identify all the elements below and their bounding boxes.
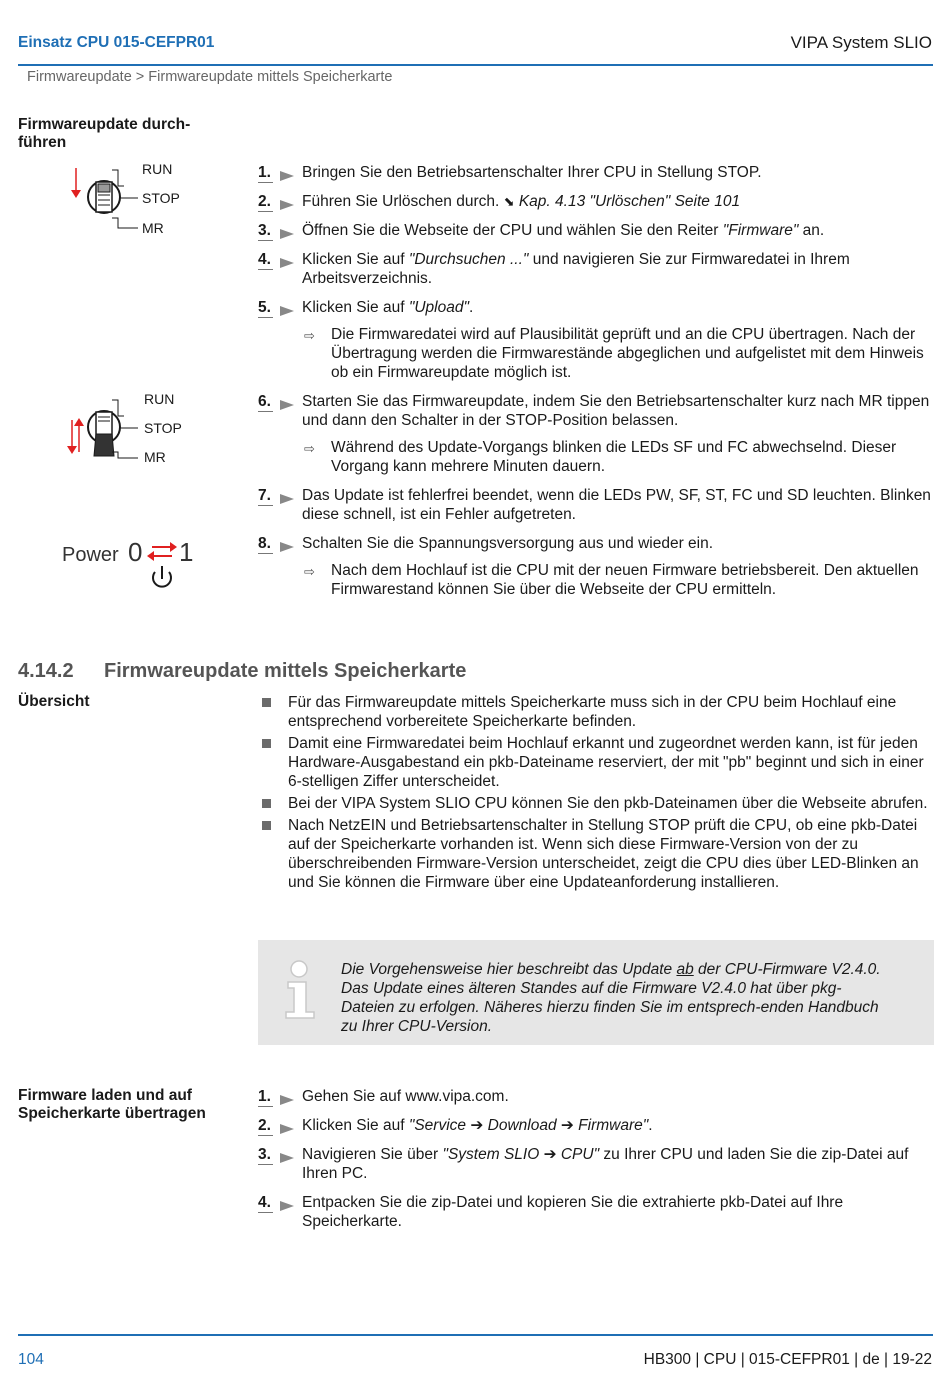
step-text: Führen Sie Urlöschen durch. — [302, 193, 504, 210]
step-item — [258, 1193, 934, 1231]
bullet-text: Damit eine Firmwaredatei beim Hochlauf erkannt und zugeordnet werden kann, ist für jeden Hardware-Ausgabestand ein pkb-Dateiname reserviert, der mit "pb" beginnt und sich in einer 6-stelligen Ziffer unterscheidet. — [288, 735, 924, 790]
step-item — [258, 192, 934, 211]
header-product: VIPA System SLIO — [790, 33, 932, 52]
step-number: 6. — [258, 393, 271, 410]
switch-label-mr: MR — [142, 220, 164, 236]
header-chapter: Einsatz CPU 015-CEFPR01 — [18, 34, 215, 51]
result-arrow-icon: ⇨ — [304, 564, 315, 579]
step-emphasis: "Firmware" — [722, 222, 799, 239]
step-item — [258, 534, 934, 553]
step-arrow-icon — [280, 306, 294, 316]
step-result — [258, 438, 934, 476]
step-item — [258, 221, 934, 240]
step-arrow-icon — [280, 258, 294, 268]
list-item — [258, 794, 934, 813]
step-arrow-icon — [280, 171, 294, 181]
step-item — [258, 392, 934, 430]
breadcrumb: Firmwareupdate > Firmwareupdate mittels Speicherkarte — [27, 69, 393, 85]
switch-label-run: RUN — [142, 161, 173, 177]
step-number: 3. — [258, 1146, 271, 1163]
info-note-text — [341, 960, 886, 1036]
mode-switch-tip-icon — [66, 390, 216, 470]
step-number: 5. — [258, 299, 271, 316]
step-item — [258, 1145, 934, 1183]
step-text-end: an. — [798, 222, 825, 239]
cross-reference-link[interactable]: Kap. 4.13 "Urlöschen" Seite 101 — [518, 193, 741, 210]
side-heading-overview: Übersicht — [18, 693, 90, 710]
side-heading-load-firmware: Firmware laden und auf Speicherkarte übertragen — [18, 1087, 206, 1122]
note-text-a: Die Vorgehensweise hier beschreibt das Update — [341, 961, 677, 978]
step-item — [258, 250, 934, 288]
power-one: 1 — [179, 537, 194, 567]
step-arrow-icon — [280, 494, 294, 504]
step-number: 1. — [258, 1088, 271, 1105]
step-text: Bringen Sie den Betriebsartenschalter Ihrer CPU in Stellung STOP. — [302, 164, 762, 181]
power-zero: 0 — [128, 537, 143, 567]
overview-bullets — [258, 693, 934, 895]
step-number: 3. — [258, 222, 271, 239]
bullet-square-icon — [262, 698, 271, 707]
result-text: Während des Update-Vorgangs blinken die LEDs SF und FC abwechselnd. Dieser Vorgang kann mehrere Minuten dauern. — [331, 439, 897, 475]
side-heading-firmwareupdate: Firmwareupdate durch- führen — [18, 116, 191, 151]
bullet-square-icon — [262, 739, 271, 748]
power-toggle-icon — [146, 539, 178, 593]
step-text: Navigieren Sie über — [302, 1146, 443, 1163]
switch-label-stop: STOP — [144, 420, 182, 436]
bullet-square-icon — [262, 799, 271, 808]
step-arrow-icon — [280, 200, 294, 210]
section-title — [18, 660, 466, 683]
mode-switch-figure-stop — [66, 160, 216, 240]
update-steps — [258, 163, 934, 609]
step-text: Schalten Sie die Spannungsversorgung aus und wieder ein. — [302, 535, 714, 552]
result-text: Nach dem Hochlauf ist die CPU mit der neuen Firmware betriebsbereit. Den aktuellen Firmwarestand können Sie über die Webseite der CPU ermitteln. — [331, 562, 919, 598]
list-item — [258, 734, 934, 791]
step-text-end: und navigieren Sie zur Firmwaredatei in Ihrem Arbeitsverzeichnis. — [302, 251, 850, 287]
step-result — [258, 561, 934, 599]
link-arrow-icon: ⬊ — [503, 194, 515, 209]
step-arrow-icon — [280, 229, 294, 239]
step-number: 1. — [258, 164, 271, 181]
step-item — [258, 163, 934, 182]
bullet-text: Nach NetzEIN und Betriebsartenschalter in Stellung STOP prüft die CPU, ob eine pkb-Datei auf der Speicherkarte vorhanden ist. Wenn sich diese Firmware-Version von der zu überschreibenden Firmware-Version unterscheidet, zeigt die CPU dies über LED-Blinken an und Sie können die Firmware über eine Updateanforderung installieren. — [288, 817, 919, 891]
step-item — [258, 1116, 934, 1135]
note-text-b: der CPU-Firmware V2.4.0. Das Update eines älteren Standes auf die Firmware V2.4.0 hat über pkg-Dateien zu erfolgen. Näheres hierzu finden Sie im entsprech-enden Handbuch zu Ihrer CPU-Version. — [341, 961, 881, 1035]
bullet-text: Für das Firmwareupdate mittels Speicherkarte muss sich in der CPU beim Hochlauf eine entsprechend vorbereitete Speicherkarte befinden. — [288, 694, 897, 730]
step-text: Öffnen Sie die Webseite der CPU und wählen Sie den Reiter — [302, 222, 723, 239]
step-text: Starten Sie das Firmwareupdate, indem Sie den Betriebsartenschalter kurz nach MR tippen und dann den Schalter in der STOP-Position belassen. — [302, 393, 930, 429]
info-note — [258, 940, 934, 1045]
step-arrow-icon — [280, 1153, 294, 1163]
step-emphasis: "Upload" — [408, 299, 469, 316]
step-number: 8. — [258, 535, 271, 552]
power-figure — [62, 535, 212, 595]
step-arrow-icon — [280, 1124, 294, 1134]
step-arrow-icon — [280, 542, 294, 552]
step-text: Klicken Sie auf — [302, 299, 409, 316]
result-arrow-icon: ⇨ — [304, 328, 315, 343]
step-number: 2. — [258, 193, 271, 210]
step-number: 2. — [258, 1117, 271, 1134]
switch-label-run: RUN — [144, 391, 175, 407]
note-underlined: ab — [676, 961, 694, 978]
step-number: 4. — [258, 1194, 271, 1211]
step-number: 4. — [258, 251, 271, 268]
list-item — [258, 693, 934, 731]
step-text: Klicken Sie auf — [302, 1117, 409, 1134]
footer-rule — [18, 1334, 933, 1336]
step-result — [258, 325, 934, 382]
step-text: Das Update ist fehlerfrei beendet, wenn die LEDs PW, SF, ST, FC und SD leuchten. Blinken diese schnell, ist ein Fehler aufgetreten. — [302, 487, 931, 523]
bullet-square-icon — [262, 821, 271, 830]
footer-doc-info: HB300 | CPU | 015-CEFPR01 | de | 19-22 — [643, 1351, 932, 1368]
step-arrow-icon — [280, 1201, 294, 1211]
step-emphasis: "Durchsuchen ..." — [408, 251, 529, 268]
switch-label-stop: STOP — [142, 190, 180, 206]
step-text: Gehen Sie auf www.vipa.com. — [302, 1088, 509, 1105]
step-emphasis: "Service ➔ Download ➔ Firmware" — [408, 1117, 649, 1134]
step-item — [258, 486, 934, 524]
section-title-text: Firmwareupdate mittels Speicherkarte — [104, 660, 467, 682]
step-text-end: . — [648, 1117, 653, 1134]
bullet-text: Bei der VIPA System SLIO CPU können Sie den pkb-Dateinamen über die Webseite abrufen. — [288, 795, 928, 812]
result-arrow-icon: ⇨ — [304, 441, 315, 456]
section-number: 4.14.2 — [18, 660, 74, 682]
header-rule — [18, 64, 933, 66]
step-arrow-icon — [280, 400, 294, 410]
power-label: Power — [62, 544, 119, 566]
mode-switch-icon — [66, 160, 216, 240]
mode-switch-figure-mr — [66, 390, 216, 470]
step-number: 7. — [258, 487, 271, 504]
step-text-end: . — [468, 299, 474, 316]
page-number: 104 — [18, 1351, 44, 1368]
switch-label-mr: MR — [144, 449, 166, 465]
step-emphasis: "System SLIO ➔ CPU" — [442, 1146, 600, 1163]
step-arrow-icon — [280, 1095, 294, 1105]
info-icon — [284, 958, 320, 1020]
step-item — [258, 298, 934, 317]
load-steps — [258, 1087, 934, 1241]
list-item — [258, 816, 934, 892]
step-text: Entpacken Sie die zip-Datei und kopieren Sie die extrahierte pkb-Datei auf Ihre Speicherkarte. — [302, 1194, 844, 1230]
step-item — [258, 1087, 934, 1106]
step-text: Klicken Sie auf — [302, 251, 409, 268]
result-text: Die Firmwaredatei wird auf Plausibilität geprüft und an die CPU übertragen. Nach der Übertragung werden die Firmwarestände abgeglichen und aufgelistet mit dem Hinweis ob ein Firmwareupdate möglich ist. — [331, 326, 924, 381]
step-text-end: zu Ihrer CPU und laden Sie die zip-Datei auf Ihren PC. — [302, 1146, 909, 1182]
